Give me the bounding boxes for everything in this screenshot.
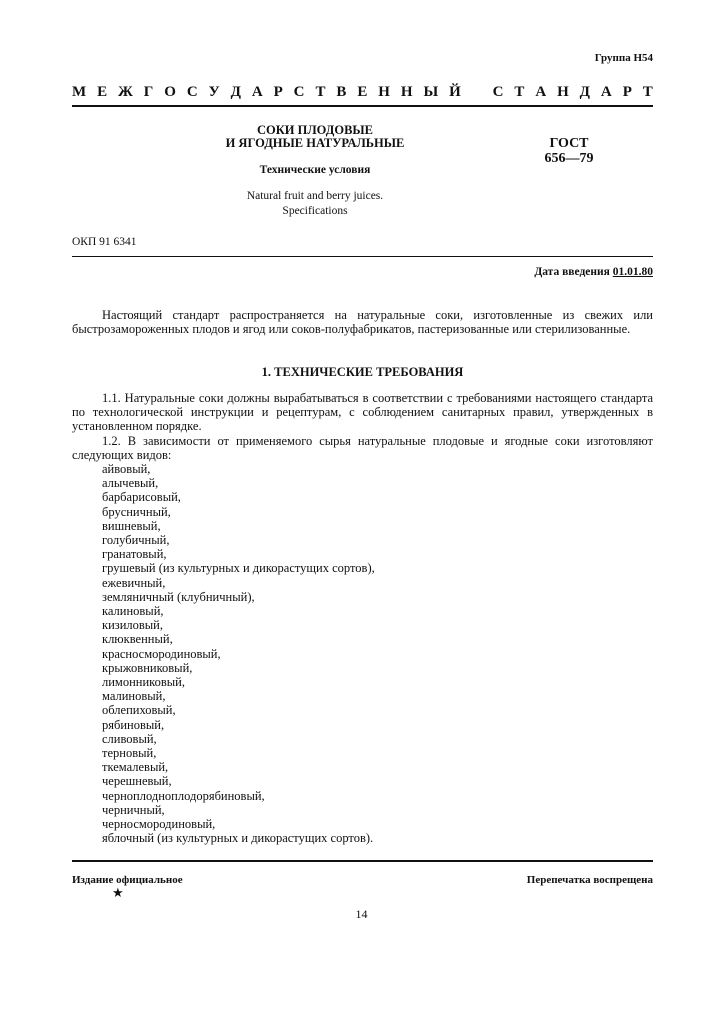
juice-kind-item: голубичный, <box>102 533 170 548</box>
section-heading: 1. ТЕХНИЧЕСКИЕ ТРЕБОВАНИЯ <box>261 365 464 379</box>
juice-kind-item: черничный, <box>102 802 165 817</box>
introduction-date <box>534 266 653 278</box>
juice-kind-item: земляничный (клубничный), <box>102 589 255 604</box>
page-number: 14 <box>355 907 368 921</box>
gost-designation <box>528 136 610 166</box>
juice-kind-item: яблочный (из культурных и дикорастущих сортов). <box>102 831 374 846</box>
juice-kind-item: рябиновый, <box>102 717 165 732</box>
header-letter: Д <box>579 84 590 100</box>
paragraph-1-2: 1.2. В зависимости от применяемого сырья натуральные плодовые и ягодные соки изготовляют следующих видов: <box>72 434 653 463</box>
header-letter: Г <box>143 84 154 100</box>
juice-kind-item: терновый, <box>102 746 157 761</box>
header-letter: Т <box>642 84 653 100</box>
juice-kind-item: вишневый, <box>102 518 161 533</box>
juice-kind-item: грушевый (из культурных и дикорастущих сортов), <box>102 561 375 576</box>
header-rule <box>72 105 653 107</box>
juice-kind-item: ежевичный, <box>102 575 166 590</box>
english-title <box>150 189 480 219</box>
juice-kind-item: черноплодноплодорябиновый, <box>102 788 265 803</box>
header-letter: С <box>186 84 198 100</box>
juice-kind-item: клюквенный, <box>102 632 173 647</box>
header-letter: Р <box>622 84 632 100</box>
star-icon: ★ <box>112 885 124 900</box>
reprint-prohibited-note: Перепечатка воспрещена <box>526 874 653 886</box>
juice-kind-item: крыжовниковый, <box>102 660 193 675</box>
juice-kind-item: барбарисовый, <box>102 490 181 505</box>
juice-kind-item: гранатовый, <box>102 547 167 562</box>
header-letter: Д <box>230 84 241 100</box>
english-title-line-2: Specifications <box>282 205 348 217</box>
juice-kind-item: сливовый, <box>102 731 157 746</box>
juice-kind-item: лимонниковый, <box>102 675 185 690</box>
juice-kind-item: кизиловый, <box>102 618 163 633</box>
header-letter: С <box>293 84 305 100</box>
title-block <box>150 124 480 219</box>
okp-rule <box>72 256 653 257</box>
juice-kind-item: красносмородиновый, <box>102 646 221 661</box>
juice-kind-item: черносмородиновый, <box>102 817 216 832</box>
juice-kind-item: калиновый, <box>102 604 164 619</box>
header-letter: Т <box>514 84 525 100</box>
okp-code: ОКП 91 6341 <box>72 236 137 248</box>
header-letter: Т <box>315 84 326 100</box>
official-edition-note: Издание официальное <box>72 874 183 886</box>
juice-kind-item: айвовый, <box>102 462 151 476</box>
juice-kind-item: ткемалевый, <box>102 760 169 775</box>
juice-kind-item: малиновый, <box>102 689 166 704</box>
title-line-2: И ЯГОДНЫЕ НАТУРАЛЬНЫЕ <box>225 136 405 150</box>
header-letter: Ж <box>118 84 133 100</box>
document-subtitle: Технические условия <box>259 164 371 176</box>
header-letter: В <box>336 84 347 100</box>
header-letter: У <box>208 84 220 100</box>
header-letter: Й <box>449 84 461 100</box>
gost-number: 656—79 <box>544 151 594 166</box>
footer-rule <box>72 860 653 862</box>
interstate-standard-header <box>72 84 653 101</box>
group-code: Группа Н54 <box>594 52 653 64</box>
juice-kinds-list <box>102 462 375 845</box>
header-letter: Н <box>400 84 413 100</box>
juice-kind-item: алычевый, <box>102 476 159 491</box>
header-letter: Ы <box>423 84 439 100</box>
header-letter: Е <box>97 84 108 100</box>
header-letter: А <box>535 84 547 100</box>
header-letter: М <box>72 84 87 100</box>
header-letter: Е <box>357 84 368 100</box>
introduction-date-label: Дата введения <box>534 266 610 278</box>
juice-kind-item: облепиховый, <box>102 703 176 718</box>
gost-label: ГОСТ <box>549 136 589 151</box>
intro-paragraph: Настоящий стандарт распространяется на натуральные соки, изготовленные из свежих или быстрозамороженных плодов и ягод или соков-полуфабрикатов, пастеризованные или стерилизованные. <box>72 308 653 337</box>
header-letter: Н <box>557 84 569 100</box>
juice-kind-item: черешневый, <box>102 774 172 789</box>
header-letter: А <box>251 84 263 100</box>
header-letter: С <box>492 84 504 100</box>
header-letter: О <box>164 84 176 100</box>
word-gap <box>472 84 482 101</box>
header-letter: А <box>600 84 612 100</box>
paragraph-1-1: 1.1. Натуральные соки должны вырабатываться в соответствии с требованиями настоящего стандарта по технологической инструкции и рецептурам, с соблюдением санитарных правил, утвержденных в установленном порядке. <box>72 391 653 434</box>
header-letter: Н <box>378 84 390 100</box>
introduction-date-value: 01.01.80 <box>612 266 653 278</box>
title-line-1: СОКИ ПЛОДОВЫЕ <box>256 123 374 137</box>
header-letter: Р <box>273 84 283 100</box>
juice-kind-item: брусничный, <box>102 504 171 519</box>
english-title-line-1: Natural fruit and berry juices. <box>246 190 384 202</box>
